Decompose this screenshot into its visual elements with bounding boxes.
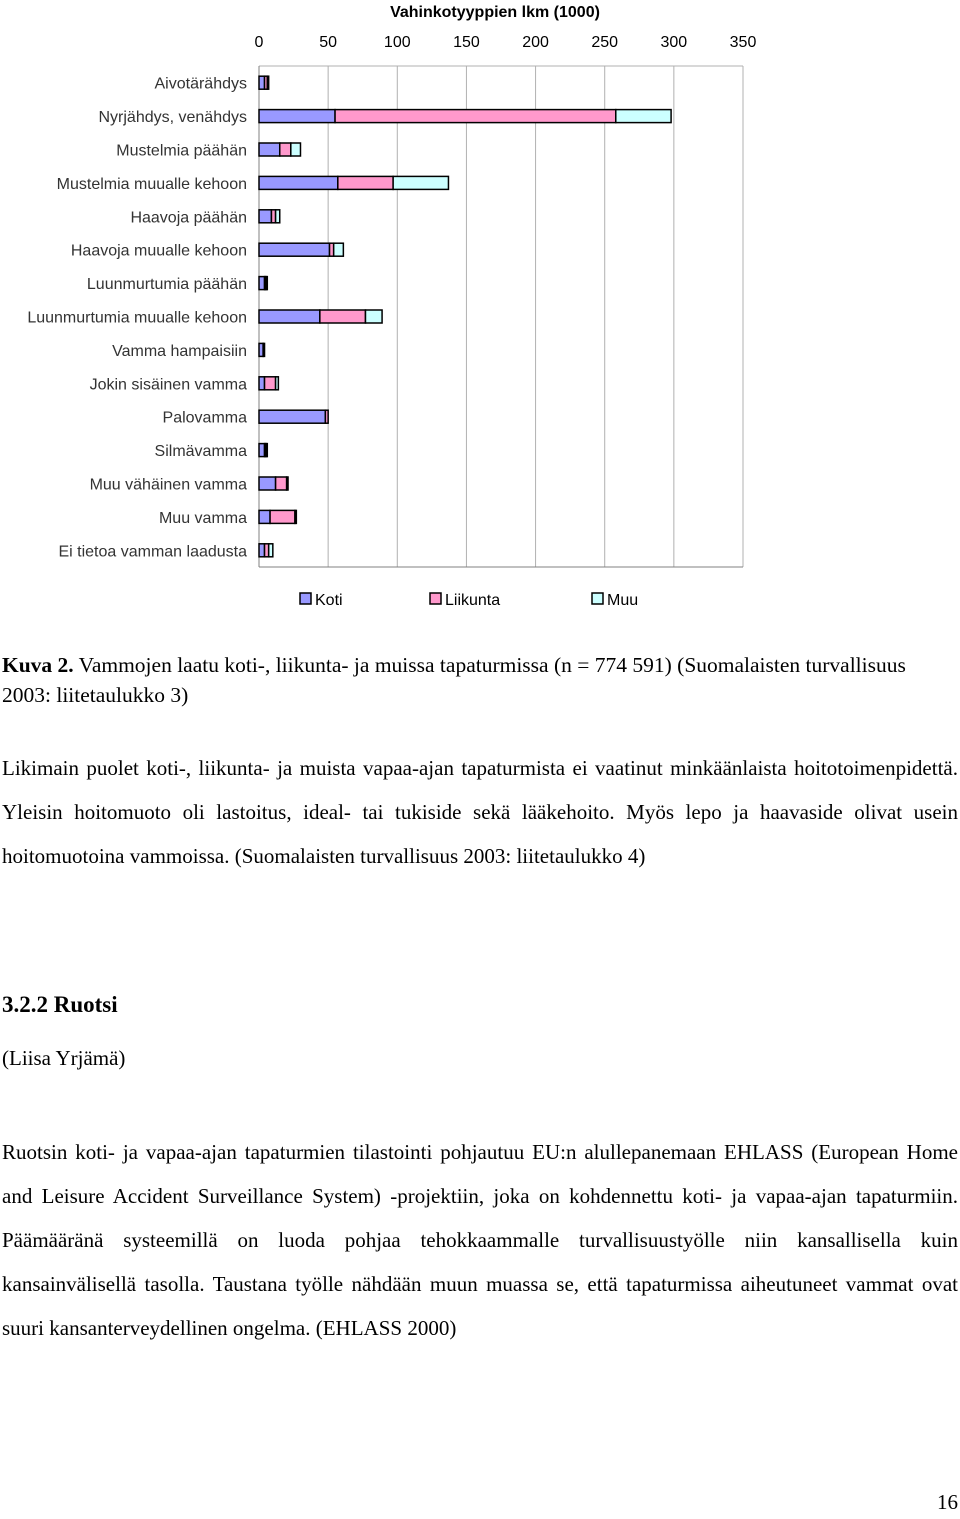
legend-label-muu: Muu <box>607 592 639 609</box>
bar-muu-13 <box>295 510 296 523</box>
bar-muu-12 <box>287 477 288 490</box>
bar-koti-2 <box>259 143 280 156</box>
bar-koti-13 <box>259 510 270 523</box>
legend-label-liikunta: Liikunta <box>445 592 501 609</box>
chart-bars <box>259 76 671 557</box>
y-axis-labels <box>27 76 247 561</box>
paragraph-treatment: Likimain puolet koti-, liikunta- ja muista vapaa-ajan tapaturmista ei vaatinut minkäänlaista hoitotoimenpidettä. Yleisin hoitomuoto oli lastoitus, ideal- tai tukiside sekä lääkehoito. Myös lepo ja haavaside olivat usein hoitomuotoina vammoissa. (Suomalaisten turvallisuus 2003: liitetaulukko 4) <box>2 756 958 868</box>
chart-legend <box>300 592 638 609</box>
y-label-5: Haavoja muualle kehoon <box>70 242 247 260</box>
page-number: 16 <box>937 1490 958 1514</box>
y-label-1: Nyrjähdys, venähdys <box>98 109 247 127</box>
y-label-13: Muu vamma <box>158 509 247 527</box>
bar-muu-7 <box>365 310 382 323</box>
bar-muu-6 <box>266 277 267 290</box>
legend-swatch-koti <box>300 593 311 604</box>
x-tick-label-250: 250 <box>591 34 619 51</box>
y-label-4: Haavoja päähän <box>130 209 247 227</box>
paragraph-ehlass: Ruotsin koti- ja vapaa-ajan tapaturmien tilastointi pohjautuu EU:n alullepanemaan EHLASS (European Home and Leisure Accident Surveillance System) -projektiin, joka on kohdennettu koti- ja vapaa-ajan tapaturmiin. Päämääränä systeemillä on luoda pohjaa tehokkaammalle turvallisuustyölle niin kansallisella kuin kansainvälisellä tasolla. Taustana työlle nähdään muun muassa se, että tapaturmissa aiheutuneet vammat ovat suuri kansanterveydellinen ongelma. (EHLASS 2000) <box>2 1140 958 1340</box>
x-tick-label-350: 350 <box>729 34 757 51</box>
y-label-7: Luunmurtumia muualle kehoon <box>27 309 247 327</box>
bar-koti-3 <box>259 176 338 189</box>
x-tick-label-0: 0 <box>254 34 264 51</box>
bar-liikunta-1 <box>335 110 616 123</box>
injury-type-chart <box>0 0 960 625</box>
legend-swatch-muu <box>592 593 603 604</box>
x-tick-label-150: 150 <box>453 34 480 51</box>
bar-koti-11 <box>259 444 265 457</box>
x-tick-label-200: 200 <box>522 34 549 51</box>
bar-koti-12 <box>259 477 276 490</box>
x-tick-label-100: 100 <box>383 34 411 51</box>
bar-koti-1 <box>259 110 335 123</box>
bar-liikunta-7 <box>320 310 366 323</box>
chart-title: Vahinkotyyppien lkm (1000) <box>390 4 600 21</box>
caption-label: Kuva 2. <box>2 653 74 677</box>
bar-koti-10 <box>259 410 325 423</box>
x-tick-label-300: 300 <box>660 34 688 51</box>
y-label-3: Mustelmia muualle kehoon <box>56 175 247 193</box>
bar-liikunta-9 <box>265 377 276 390</box>
bar-liikunta-3 <box>338 176 393 189</box>
x-tick-label-50: 50 <box>319 34 338 51</box>
bar-koti-0 <box>259 76 265 89</box>
bar-liikunta-13 <box>270 510 295 523</box>
bar-muu-11 <box>266 444 267 457</box>
bar-muu-1 <box>616 110 671 123</box>
y-label-12: Muu vähäinen vamma <box>89 476 247 494</box>
bar-muu-0 <box>267 76 268 89</box>
legend-label-koti: Koti <box>315 592 343 609</box>
bar-koti-6 <box>259 277 265 290</box>
bar-koti-5 <box>259 243 330 256</box>
y-label-2: Mustelmia päähän <box>116 142 247 160</box>
bar-muu-4 <box>276 210 280 223</box>
y-label-14: Ei tietoa vamman laadusta <box>58 543 247 561</box>
bar-muu-14 <box>269 544 273 557</box>
bar-koti-7 <box>259 310 320 323</box>
bar-liikunta-8 <box>263 343 264 356</box>
bar-koti-4 <box>259 210 271 223</box>
y-label-11: Silmävamma <box>154 443 247 461</box>
x-axis-ticks <box>255 34 757 51</box>
bar-muu-9 <box>276 377 279 390</box>
bar-koti-14 <box>259 544 265 557</box>
caption-text: Vammojen laatu koti-, liikunta- ja muissa tapaturmissa (n = 774 591) (Suomalaisten turvallisuus 2003: liitetaulukko 3) <box>2 653 906 707</box>
bar-liikunta-10 <box>325 410 328 423</box>
bar-liikunta-12 <box>276 477 287 490</box>
section-heading: 3.2.2 Ruotsi <box>2 992 118 1017</box>
y-label-0: Aivotärähdys <box>154 75 247 93</box>
bar-koti-9 <box>259 377 265 390</box>
figure-caption <box>2 650 958 710</box>
y-label-6: Luunmurtumia päähän <box>86 276 247 294</box>
bar-muu-3 <box>393 176 448 189</box>
bar-muu-5 <box>334 243 344 256</box>
bar-muu-2 <box>291 143 301 156</box>
y-label-8: Vamma hampaisiin <box>112 342 247 360</box>
y-label-10: Palovamma <box>162 409 247 427</box>
legend-swatch-liikunta <box>430 593 441 604</box>
bar-liikunta-2 <box>280 143 291 156</box>
y-label-9: Jokin sisäinen vamma <box>89 376 247 394</box>
author-line: (Liisa Yrjämä) <box>2 1046 126 1070</box>
